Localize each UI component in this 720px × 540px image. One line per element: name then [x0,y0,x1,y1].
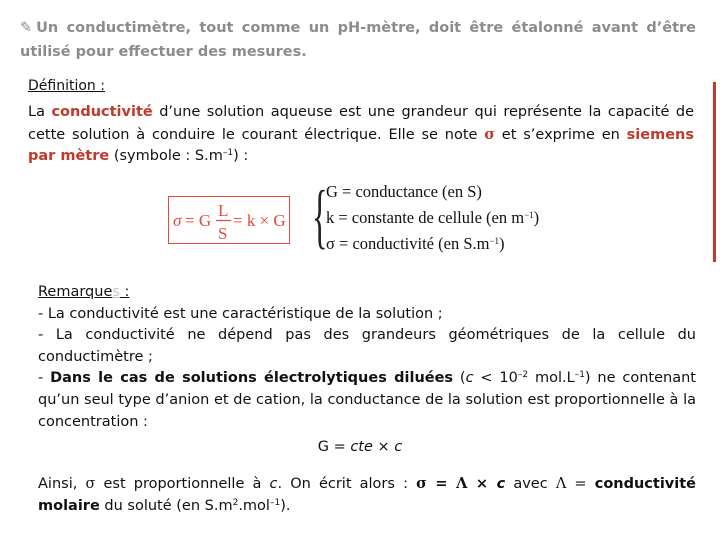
formula-S: S [218,224,228,243]
conclusion-paragraph: Ainsi, σ est proportionnelle à c. On écrit alors : σ = Λ × c avec Λ = conductivité molaire du soluté (en $S.m^2.mol^{-1}$). [38,475,696,514]
proportionality-relation: G = cte × c [317,439,403,455]
remarks-title: Remarques : [38,284,130,300]
conductivity-formula [168,196,290,244]
formula-sigma: σ [173,211,182,230]
remarks-section [38,282,696,433]
definition-title: Définition : [28,78,105,94]
unit-name: siemens par mètre [28,126,695,164]
definition-text: La conductivité d’une solution aqueuse est une grandeur qui représente la capacité de cette solution à conduire le courant électrique. Elle se note σ et s’exprime en siemens par mètre (symbole : $S.m^{-1}$) : [28,104,695,164]
remark-item-3: - Dans le cas de solutions électrolytiques diluées ($c < 10^{-2}$ $mol.L^{-1}$) ne contenant qu’un seul type d’anion et de cation, la conductance de la solution est proportionnelle à la concentration : [38,370,696,430]
formula-L: L [218,201,229,220]
legend-line-g: G = conductance (en S) [326,182,482,201]
intro-paragraph [20,16,696,64]
definition-accent-bar [713,82,716,262]
sigma-symbol: σ [484,125,495,143]
formula-eq2: = k × G [233,211,286,230]
formula-legend [312,176,562,266]
intro-text: Un conductimètre, tout comme un pH-mètre, doit être étalonné avant d’être utilisé pour effectuer des mesures. [20,20,696,60]
term-conductivite: conductivité [51,104,153,120]
formula-eq1: = G [185,211,212,230]
legend-line-sigma: σ = conductivité (en $S.m^{-1}$) [326,234,505,253]
pen-icon: ✎ [20,20,33,36]
remark-item-1: - La conductivité est une caractéristique de la solution ; [38,305,443,322]
legend-brace: { [312,176,328,256]
legend-line-k: k = constante de cellule (en $m^{-1}$) [326,208,540,227]
remark-item-2: - La conductivité ne dépend pas des grandeurs géométriques de la cellule du conductimètre ; [38,327,696,365]
